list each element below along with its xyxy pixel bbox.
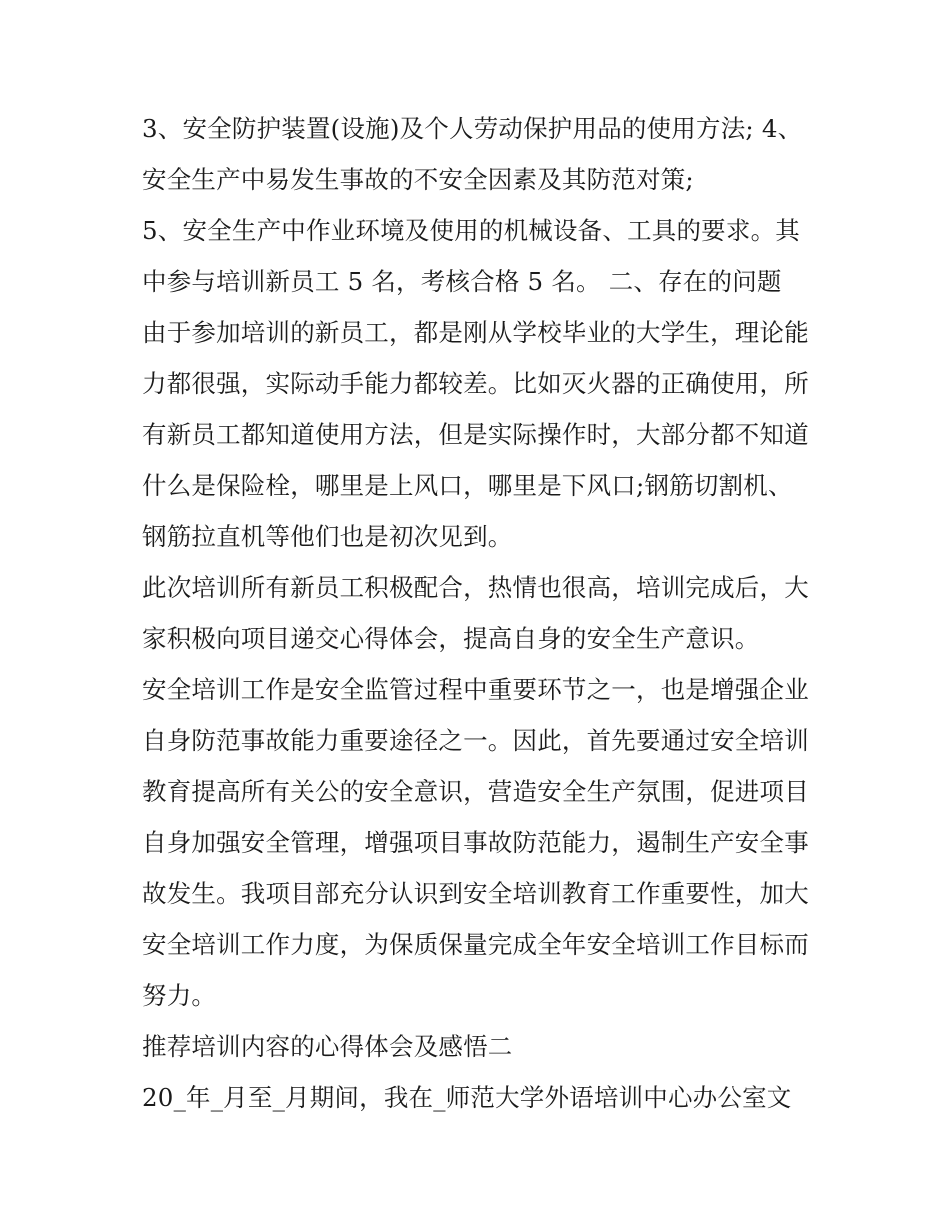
- text-line-19: 推荐培训内容的心得体会及感悟二: [142, 1032, 513, 1061]
- text-line-16: 故发生。我项目部充分认识到安全培训教育工作重要性，加大: [142, 879, 809, 908]
- text-line-1: 3、安全防护装置(设施)及个人劳动保护用品的使用方法; 4、: [142, 114, 803, 143]
- text-line-13: 自身防范事故能力重要途径之一。因此，首先要通过安全培训: [142, 726, 809, 755]
- text-line-17: 安全培训工作力度，为保质保量完成全年安全培训工作目标而: [142, 930, 809, 959]
- text-line-8: 什么是保险栓，哪里是上风口，哪里是下风口;钢筋切割机、: [142, 471, 793, 500]
- text-line-15: 自身加强安全管理，增强项目事故防范能力，遏制生产安全事: [142, 828, 809, 857]
- text-line-3: 5、安全生产中作业环境及使用的机械设备、工具的要求。其: [142, 216, 800, 245]
- text-line-18: 努力。: [142, 981, 217, 1010]
- text-line-12: 安全培训工作是安全监管过程中重要环节之一，也是增强企业: [142, 675, 809, 704]
- text-line-7: 有新员工都知道使用方法，但是实际操作时，大部分都不知道: [142, 420, 809, 449]
- text-line-10: 此次培训所有新员工积极配合，热情也很高，培训完成后，大: [142, 573, 809, 602]
- text-line-9: 钢筋拉直机等他们也是初次见到。: [142, 522, 513, 551]
- text-line-5: 由于参加培训的新员工，都是刚从学校毕业的大学生，理论能: [142, 318, 809, 347]
- text-line-14: 教育提高所有关公的安全意识，营造安全生产氛围，促进项目: [142, 777, 809, 806]
- text-line-20: 20_年_月至_月期间，我在_师范大学外语培训中心办公室文: [142, 1083, 792, 1112]
- text-line-4: 中参与培训新员工 5 名，考核合格 5 名。 二、存在的问题: [142, 267, 782, 296]
- text-line-6: 力都很强，实际动手能力都较差。比如灭火器的正确使用，所: [142, 369, 809, 398]
- text-line-11: 家积极向项目递交心得体会，提高自身的安全生产意识。: [142, 624, 760, 653]
- text-line-2: 安全生产中易发生事故的不安全因素及其防范对策;: [142, 165, 694, 194]
